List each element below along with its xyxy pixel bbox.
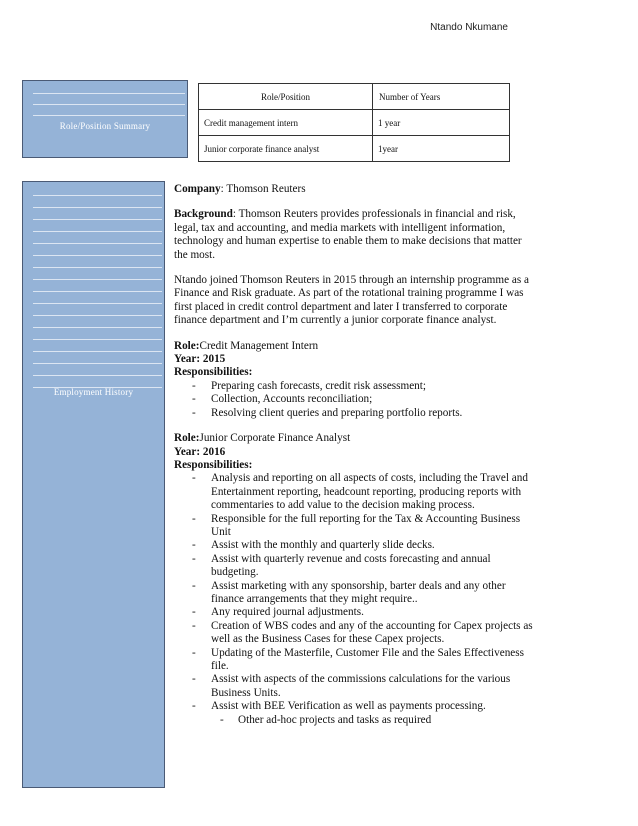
table-row <box>199 110 510 136</box>
list-item: - Analysis and reporting on all aspects of costs, including the Travel and Entertainment reporting, headcount reporting, producing reports with commentaries to add value to the decision making process. <box>192 472 528 512</box>
table-header-role: Role/Position <box>199 84 373 110</box>
list-item: - Assist with quarterly revenue and costs forecasting and annual budgeting. <box>192 552 491 579</box>
company-name: Thomson Reuters <box>226 183 306 195</box>
role-title: Junior Corporate Finance Analyst <box>199 432 351 445</box>
list-item: - Collection, Accounts reconciliation; <box>192 393 373 406</box>
table-header-years: Number of Years <box>373 84 510 110</box>
table-row <box>199 136 510 162</box>
summary-sidebar <box>22 80 188 158</box>
list-item: - Assist marketing with any sponsorship, barter deals and any other finance arrangements that they might require.. <box>192 579 506 605</box>
sidebar-rule-lines <box>33 83 185 116</box>
company-line: Company: Thomson Reuters <box>174 183 306 195</box>
table-cell-role: Junior corporate finance analyst <box>199 136 373 162</box>
roles-table <box>198 83 510 162</box>
list-item: - Any required journal adjustments. <box>192 606 364 619</box>
list-item: - Creation of WBS codes and any of the accounting for Capex projects as well as the Business Cases for these Capex projects. <box>192 619 533 646</box>
employment-content <box>174 183 534 727</box>
header-name: Ntando Nkumane <box>430 22 508 33</box>
employment-sidebar <box>22 181 165 788</box>
list-item: - Assist with aspects of the commissions calculations for the various Business Units. <box>192 673 511 699</box>
background-text: Thomson Reuters provides professionals in financial and risk, legal, tax and accounting, and media markets with intelligent information, technology and human expertise to enable them to make decisions that matter the most. <box>174 208 522 261</box>
list-item: - Other ad-hoc projects and tasks as required <box>220 713 432 726</box>
summary-label: Role/Position Summary <box>59 121 151 131</box>
list-item: - Updating of the Masterfile, Customer File and the Sales Effectiveness file. <box>192 646 524 672</box>
background-paragraph: Background: Thomson Reuters provides professionals in financial and risk, legal, tax and accounting, and media markets with intelligent information, technology and human expertise to enable them to make decisions that matter the most. <box>174 208 522 261</box>
table-cell-years: 1 year <box>373 110 510 136</box>
responsibilities-list <box>174 380 534 420</box>
table-cell-years: 1year <box>373 136 510 162</box>
table-header-row <box>199 84 510 110</box>
year-label: Year: <box>174 445 201 458</box>
year-value: 2016 <box>202 445 226 458</box>
background-label: Background <box>174 208 233 221</box>
year-line <box>174 446 534 459</box>
responsibilities-list <box>174 472 534 727</box>
table-cell-role: Credit management intern <box>199 110 373 136</box>
role-line <box>174 340 534 353</box>
list-item: - Assist with the monthly and quarterly slide decks. <box>192 539 435 552</box>
employment-label: Employment History <box>53 387 134 397</box>
responsibilities-label: Responsibilities: <box>174 366 253 379</box>
year-value: 2015 <box>202 353 226 366</box>
company-label: Company <box>174 183 221 195</box>
role-line <box>174 432 534 445</box>
role-label: Role: <box>174 339 200 352</box>
list-item: - Resolving client queries and preparing portfolio reports. <box>192 406 463 419</box>
responsibilities-label: Responsibilities: <box>174 458 253 471</box>
year-label: Year: <box>174 353 201 366</box>
sidebar-rule-lines <box>33 184 162 388</box>
role-title: Credit Management Intern <box>199 339 319 352</box>
role-label: Role: <box>174 432 200 445</box>
intro-paragraph: Ntando joined Thomson Reuters in 2015 through an internship programme as a Finance and Risk graduate. As part of the rotational training programme I was first placed in credit control department and later I transferred to corporate finance department and I’m currently a junior corporate finance analyst. <box>174 274 529 327</box>
list-item: - Preparing cash forecasts, credit risk assessment; <box>192 379 426 392</box>
year-line <box>174 353 534 366</box>
list-item: - Assist with BEE Verification as well as payments processing. <box>192 700 486 713</box>
list-item: - Responsible for the full reporting for the Tax & Accounting Business Unit <box>192 512 521 538</box>
